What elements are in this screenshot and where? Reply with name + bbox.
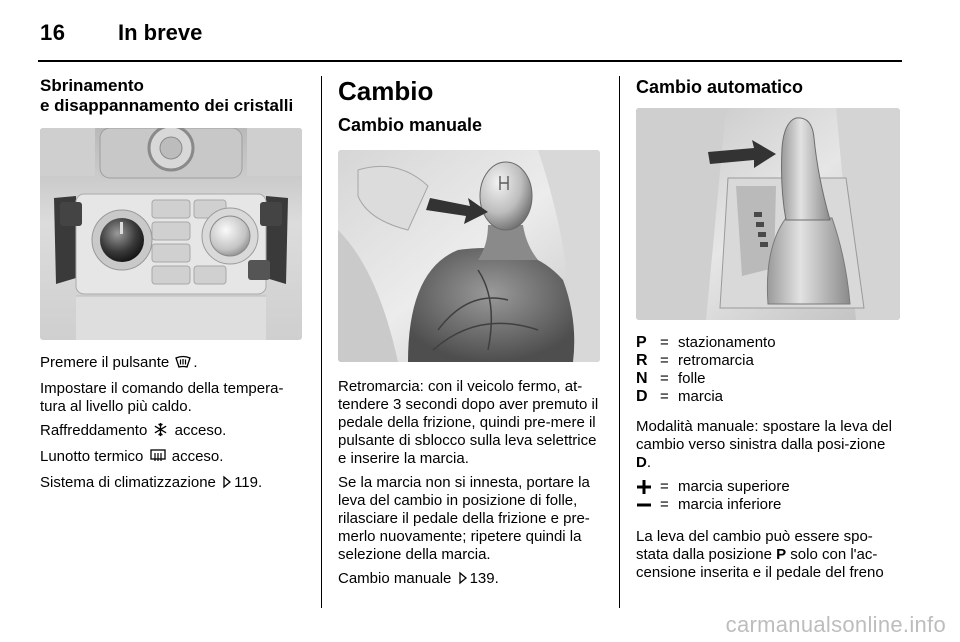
gear-not-engaged-instruction: Se la marcia non si innesta, portare la leva del cambio in posizione di folle, rilasciare il pedale della frizione e pre-merlo nuovamente; ripetere quindi la selezione della marcia. — [338, 474, 590, 563]
manual-mode-instruction — [636, 418, 904, 472]
park-key: P — [776, 546, 787, 563]
manual-mode-instruction-text: Modalità manuale: spostare la leva del cambio verso sinistra dalla posi-zione — [636, 418, 892, 453]
snowflake-icon — [153, 422, 168, 442]
page-ref-arrow-icon — [458, 571, 468, 590]
manual-gearbox-crossref — [338, 570, 603, 590]
defrost-instruction-4-post: acceso. — [171, 448, 224, 465]
column-divider-2 — [619, 76, 620, 608]
defrost-instruction-1 — [40, 354, 305, 374]
defrost-title-line2: e disappannamento dei cristalli — [40, 96, 294, 115]
automatic-gearbox-title: Cambio automatico — [636, 77, 804, 97]
defrost-section — [40, 76, 305, 500]
watermark: carmanualsonline.info — [725, 612, 946, 637]
rear-window-heater-icon — [150, 449, 166, 468]
defrost-crossref — [40, 474, 305, 494]
manual-mode-instruction-end: . — [646, 454, 652, 471]
legend-item-p: P = stazionamento — [636, 334, 776, 351]
defrost-title — [40, 76, 305, 116]
defrost-crossref-page: 119. — [234, 474, 263, 491]
defrost-instruction-3 — [40, 422, 305, 442]
park-release-instruction — [636, 528, 904, 582]
legend-item-d: D = marcia — [636, 388, 724, 405]
climate-panel-photo — [40, 128, 302, 340]
windscreen-defrost-icon — [175, 355, 191, 374]
legend-item-r: R = retromarcia — [636, 352, 754, 369]
automatic-gear-lever-photo — [636, 108, 900, 320]
plus-icon — [636, 478, 660, 496]
gear-positions-legend — [636, 334, 904, 406]
chapter-title: In breve — [118, 20, 203, 45]
legend-item-upshift: = marcia superiore — [636, 478, 904, 496]
defrost-instruction-1-end: . — [193, 354, 198, 371]
header-rule — [38, 60, 902, 62]
reverse-gear-instruction: Retromarcia: con il veicolo fermo, at-tendere 3 secondi dopo aver premuto il pedale della frizione, quindi pre-mere il pulsante di sblocco sulla leva selettrice e inserire la marcia. — [338, 378, 599, 467]
defrost-title-line1: Sbrinamento — [40, 76, 144, 95]
page-number: 16 — [40, 20, 66, 45]
defrost-instruction-4-pre: Lunotto termico — [40, 448, 144, 465]
gearbox-title: Cambio — [338, 76, 434, 106]
manual-gearbox-title: Cambio manuale — [338, 115, 483, 135]
column-divider-1 — [321, 76, 322, 608]
legend-item-n: N = folle — [636, 370, 706, 387]
manual-mode-key: D — [636, 454, 647, 471]
page-header — [38, 18, 902, 58]
page-ref-arrow-icon — [222, 475, 232, 494]
manual-gear-lever-photo — [338, 150, 600, 362]
defrost-instruction-4 — [40, 448, 305, 468]
gearbox-section — [338, 76, 603, 596]
manual-gearbox-crossref-page: 139. — [469, 570, 499, 587]
park-release-instruction-pre: La leva del cambio può essere spo-stata dalla posizione — [636, 528, 873, 563]
defrost-instruction-3-post: acceso. — [174, 422, 227, 439]
manual-gearbox-crossref-text: Cambio manuale — [338, 570, 452, 587]
automatic-gearbox-section — [636, 76, 904, 588]
defrost-crossref-text: Sistema di climatizzazione — [40, 474, 216, 491]
park-release-instruction-post: solo con l'ac-censione inserita e il pedale del freno — [636, 546, 884, 581]
defrost-instruction-1-text: Premere il pulsante — [40, 354, 170, 371]
defrost-instruction-3-pre: Raffreddamento — [40, 422, 148, 439]
manual-mode-legend — [636, 478, 904, 514]
defrost-instruction-2: Impostare il comando della tempera-tura al livello più caldo. — [40, 380, 284, 415]
minus-icon — [636, 496, 660, 514]
legend-item-downshift: = marcia inferiore — [636, 496, 904, 514]
